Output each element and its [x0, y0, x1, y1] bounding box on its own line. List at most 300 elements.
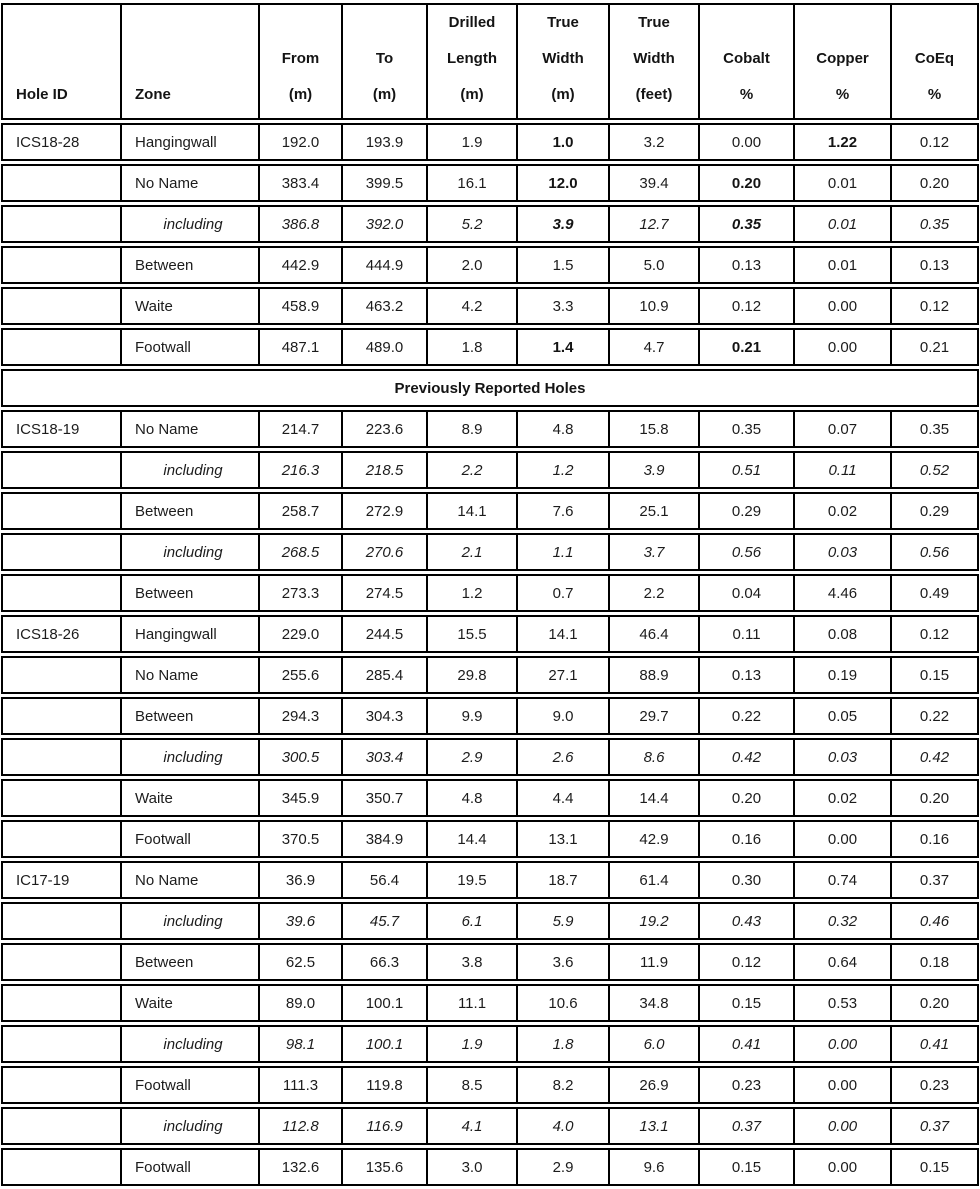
cell-hole-id: [1, 533, 120, 571]
header-line: %: [739, 86, 754, 103]
cell-drilled-length-m: 1.9: [426, 123, 516, 161]
table-row: [1, 533, 979, 571]
cell-hole-id: [1, 984, 120, 1022]
table-row: [1, 984, 979, 1022]
cell-copper-pct: 1.22: [793, 123, 890, 161]
cell-cobalt-pct: 0.37: [698, 1107, 793, 1145]
cell-coeq-pct: 0.46: [890, 902, 979, 940]
cell-cobalt-pct: 0.11: [698, 615, 793, 653]
cell-coeq-pct: 0.41: [890, 1025, 979, 1063]
cell-drilled-length-m: 14.4: [426, 820, 516, 858]
cell-from-m: 192.0: [258, 123, 341, 161]
cell-from-m: 39.6: [258, 902, 341, 940]
cell-cobalt-pct: 0.20: [698, 164, 793, 202]
header-line: To: [375, 50, 394, 67]
cell-zone: including: [120, 205, 258, 243]
cell-cobalt-pct: 0.51: [698, 451, 793, 489]
header-line: %: [835, 86, 850, 103]
cell-from-m: 487.1: [258, 328, 341, 366]
cell-true-width-feet: 42.9: [608, 820, 698, 858]
cell-drilled-length-m: 6.1: [426, 902, 516, 940]
cell-true-width-m: 9.0: [516, 697, 608, 735]
cell-hole-id: [1, 205, 120, 243]
header-line: (feet): [635, 86, 673, 103]
column-header-drilled-length-m: [426, 3, 516, 120]
cell-drilled-length-m: 3.8: [426, 943, 516, 981]
cell-drilled-length-m: 1.2: [426, 574, 516, 612]
cell-true-width-m: 1.5: [516, 246, 608, 284]
table-row: [1, 779, 979, 817]
cell-to-m: 116.9: [341, 1107, 426, 1145]
cell-to-m: 285.4: [341, 656, 426, 694]
cell-copper-pct: 0.74: [793, 861, 890, 899]
cell-true-width-m: 2.9: [516, 1148, 608, 1186]
cell-zone: including: [120, 902, 258, 940]
column-header-coeq-pct: [890, 3, 979, 120]
cell-copper-pct: 0.19: [793, 656, 890, 694]
table-row: [1, 246, 979, 284]
cell-from-m: 268.5: [258, 533, 341, 571]
cell-cobalt-pct: 0.15: [698, 1148, 793, 1186]
cell-hole-id: [1, 1025, 120, 1063]
cell-copper-pct: 0.00: [793, 1025, 890, 1063]
cell-true-width-m: 8.2: [516, 1066, 608, 1104]
cell-to-m: 270.6: [341, 533, 426, 571]
cell-to-m: 244.5: [341, 615, 426, 653]
cell-true-width-m: 1.4: [516, 328, 608, 366]
table-body: [1, 123, 979, 1186]
cell-hole-id: [1, 779, 120, 817]
cell-from-m: 294.3: [258, 697, 341, 735]
cell-to-m: 303.4: [341, 738, 426, 776]
cell-cobalt-pct: 0.13: [698, 246, 793, 284]
cell-true-width-m: 3.6: [516, 943, 608, 981]
cell-coeq-pct: 0.23: [890, 1066, 979, 1104]
cell-true-width-feet: 10.9: [608, 287, 698, 325]
cell-copper-pct: 0.02: [793, 492, 890, 530]
cell-to-m: 463.2: [341, 287, 426, 325]
cell-from-m: 89.0: [258, 984, 341, 1022]
cell-from-m: 258.7: [258, 492, 341, 530]
cell-coeq-pct: 0.37: [890, 861, 979, 899]
cell-to-m: 45.7: [341, 902, 426, 940]
cell-true-width-feet: 2.2: [608, 574, 698, 612]
header-line: Length: [447, 50, 497, 67]
table-row: [1, 164, 979, 202]
cell-drilled-length-m: 11.1: [426, 984, 516, 1022]
cell-true-width-feet: 4.7: [608, 328, 698, 366]
cell-from-m: 216.3: [258, 451, 341, 489]
table-row: [1, 1107, 979, 1145]
cell-to-m: 350.7: [341, 779, 426, 817]
cell-from-m: 214.7: [258, 410, 341, 448]
cell-to-m: 444.9: [341, 246, 426, 284]
cell-cobalt-pct: 0.23: [698, 1066, 793, 1104]
cell-zone: No Name: [120, 656, 258, 694]
cell-from-m: 255.6: [258, 656, 341, 694]
cell-true-width-m: 0.7: [516, 574, 608, 612]
cell-drilled-length-m: 1.9: [426, 1025, 516, 1063]
cell-hole-id: [1, 451, 120, 489]
cell-hole-id: [1, 1107, 120, 1145]
cell-copper-pct: 0.53: [793, 984, 890, 1022]
cell-hole-id: ICS18-19: [1, 410, 120, 448]
cell-copper-pct: 0.00: [793, 1066, 890, 1104]
cell-from-m: 36.9: [258, 861, 341, 899]
table-row: [1, 287, 979, 325]
cell-coeq-pct: 0.20: [890, 779, 979, 817]
cell-hole-id: [1, 738, 120, 776]
cell-to-m: 56.4: [341, 861, 426, 899]
cell-drilled-length-m: 15.5: [426, 615, 516, 653]
cell-to-m: 392.0: [341, 205, 426, 243]
cell-coeq-pct: 0.18: [890, 943, 979, 981]
cell-zone: Between: [120, 574, 258, 612]
table-row: [1, 861, 979, 899]
header-line: Hole ID: [16, 86, 68, 103]
cell-coeq-pct: 0.20: [890, 984, 979, 1022]
cell-true-width-feet: 34.8: [608, 984, 698, 1022]
cell-true-width-feet: 9.6: [608, 1148, 698, 1186]
cell-copper-pct: 0.11: [793, 451, 890, 489]
cell-hole-id: ICS18-26: [1, 615, 120, 653]
header-line: CoEq: [914, 50, 955, 67]
header-line: %: [927, 86, 942, 103]
cell-zone: Between: [120, 492, 258, 530]
cell-hole-id: [1, 164, 120, 202]
cell-zone: Footwall: [120, 328, 258, 366]
cell-true-width-m: 7.6: [516, 492, 608, 530]
header-line: True: [638, 14, 670, 31]
cell-copper-pct: 0.00: [793, 1148, 890, 1186]
cell-coeq-pct: 0.15: [890, 656, 979, 694]
table-row: [1, 492, 979, 530]
cell-zone: Footwall: [120, 1066, 258, 1104]
cell-cobalt-pct: 0.43: [698, 902, 793, 940]
cell-true-width-m: 10.6: [516, 984, 608, 1022]
cell-true-width-feet: 12.7: [608, 205, 698, 243]
cell-true-width-feet: 29.7: [608, 697, 698, 735]
cell-cobalt-pct: 0.30: [698, 861, 793, 899]
cell-zone: Hangingwall: [120, 123, 258, 161]
cell-drilled-length-m: 1.8: [426, 328, 516, 366]
cell-true-width-m: 13.1: [516, 820, 608, 858]
cell-true-width-m: 4.0: [516, 1107, 608, 1145]
cell-to-m: 223.6: [341, 410, 426, 448]
cell-from-m: 300.5: [258, 738, 341, 776]
header-line: (m): [372, 86, 397, 103]
cell-to-m: 384.9: [341, 820, 426, 858]
cell-true-width-feet: 3.2: [608, 123, 698, 161]
column-header-cobalt-pct: [698, 3, 793, 120]
cell-coeq-pct: 0.22: [890, 697, 979, 735]
cell-true-width-feet: 13.1: [608, 1107, 698, 1145]
cell-from-m: 112.8: [258, 1107, 341, 1145]
cell-copper-pct: 0.00: [793, 287, 890, 325]
table-row: [1, 1025, 979, 1063]
column-header-true-width-feet: [608, 3, 698, 120]
cell-hole-id: [1, 1148, 120, 1186]
cell-hole-id: [1, 246, 120, 284]
cell-to-m: 274.5: [341, 574, 426, 612]
cell-to-m: 119.8: [341, 1066, 426, 1104]
cell-cobalt-pct: 0.13: [698, 656, 793, 694]
table-row: [1, 205, 979, 243]
cell-zone: including: [120, 738, 258, 776]
cell-coeq-pct: 0.35: [890, 410, 979, 448]
column-header-zone: [120, 3, 258, 120]
cell-hole-id: [1, 820, 120, 858]
cell-true-width-m: 5.9: [516, 902, 608, 940]
table-row: [1, 738, 979, 776]
cell-cobalt-pct: 0.41: [698, 1025, 793, 1063]
cell-coeq-pct: 0.56: [890, 533, 979, 571]
cell-drilled-length-m: 19.5: [426, 861, 516, 899]
cell-zone: Between: [120, 246, 258, 284]
cell-cobalt-pct: 0.12: [698, 287, 793, 325]
header-line: Drilled: [448, 14, 496, 31]
cell-true-width-feet: 3.7: [608, 533, 698, 571]
cell-true-width-m: 14.1: [516, 615, 608, 653]
cell-true-width-feet: 46.4: [608, 615, 698, 653]
header-row: [1, 3, 979, 120]
cell-cobalt-pct: 0.21: [698, 328, 793, 366]
cell-coeq-pct: 0.13: [890, 246, 979, 284]
column-header-from-m: [258, 3, 341, 120]
cell-true-width-feet: 26.9: [608, 1066, 698, 1104]
cell-true-width-feet: 15.8: [608, 410, 698, 448]
cell-zone: Waite: [120, 984, 258, 1022]
table-row: [1, 902, 979, 940]
table-row: [1, 656, 979, 694]
cell-hole-id: [1, 1066, 120, 1104]
cell-copper-pct: 0.03: [793, 533, 890, 571]
cell-true-width-m: 3.9: [516, 205, 608, 243]
column-header-true-width-m: [516, 3, 608, 120]
cell-zone: No Name: [120, 164, 258, 202]
cell-drilled-length-m: 14.1: [426, 492, 516, 530]
cell-drilled-length-m: 2.1: [426, 533, 516, 571]
cell-hole-id: ICS18-28: [1, 123, 120, 161]
cell-hole-id: [1, 328, 120, 366]
cell-coeq-pct: 0.12: [890, 123, 979, 161]
cell-copper-pct: 0.00: [793, 820, 890, 858]
cell-cobalt-pct: 0.00: [698, 123, 793, 161]
cell-true-width-m: 27.1: [516, 656, 608, 694]
cell-from-m: 132.6: [258, 1148, 341, 1186]
cell-true-width-m: 4.4: [516, 779, 608, 817]
cell-cobalt-pct: 0.56: [698, 533, 793, 571]
cell-from-m: 98.1: [258, 1025, 341, 1063]
cell-drilled-length-m: 16.1: [426, 164, 516, 202]
cell-copper-pct: 0.02: [793, 779, 890, 817]
cell-zone: Between: [120, 697, 258, 735]
cell-drilled-length-m: 4.2: [426, 287, 516, 325]
cell-true-width-feet: 11.9: [608, 943, 698, 981]
cell-zone: Footwall: [120, 1148, 258, 1186]
cell-to-m: 218.5: [341, 451, 426, 489]
cell-to-m: 135.6: [341, 1148, 426, 1186]
cell-coeq-pct: 0.20: [890, 164, 979, 202]
cell-true-width-m: 1.0: [516, 123, 608, 161]
cell-true-width-feet: 14.4: [608, 779, 698, 817]
cell-true-width-feet: 88.9: [608, 656, 698, 694]
column-header-hole-id: [1, 3, 120, 120]
table-row: [1, 123, 979, 161]
table-row: [1, 943, 979, 981]
table-row: [1, 410, 979, 448]
cell-cobalt-pct: 0.12: [698, 943, 793, 981]
cell-true-width-feet: 39.4: [608, 164, 698, 202]
cell-drilled-length-m: 2.2: [426, 451, 516, 489]
section-separator-row: [1, 369, 979, 407]
cell-true-width-feet: 61.4: [608, 861, 698, 899]
table-row: [1, 820, 979, 858]
cell-coeq-pct: 0.37: [890, 1107, 979, 1145]
table-row: [1, 1066, 979, 1104]
table-row: [1, 697, 979, 735]
cell-hole-id: [1, 574, 120, 612]
cell-from-m: 273.3: [258, 574, 341, 612]
cell-zone: including: [120, 1025, 258, 1063]
cell-to-m: 304.3: [341, 697, 426, 735]
cell-from-m: 386.8: [258, 205, 341, 243]
cell-cobalt-pct: 0.22: [698, 697, 793, 735]
cell-zone: No Name: [120, 861, 258, 899]
cell-true-width-feet: 8.6: [608, 738, 698, 776]
cell-drilled-length-m: 4.1: [426, 1107, 516, 1145]
cell-cobalt-pct: 0.15: [698, 984, 793, 1022]
cell-to-m: 100.1: [341, 1025, 426, 1063]
cell-copper-pct: 0.01: [793, 205, 890, 243]
cell-true-width-m: 18.7: [516, 861, 608, 899]
column-header-copper-pct: [793, 3, 890, 120]
cell-true-width-feet: 5.0: [608, 246, 698, 284]
cell-hole-id: [1, 656, 120, 694]
header-line: (m): [288, 86, 313, 103]
cell-drilled-length-m: 9.9: [426, 697, 516, 735]
cell-from-m: 111.3: [258, 1066, 341, 1104]
cell-copper-pct: 0.00: [793, 328, 890, 366]
cell-zone: including: [120, 533, 258, 571]
cell-from-m: 442.9: [258, 246, 341, 284]
cell-coeq-pct: 0.12: [890, 615, 979, 653]
table-row: [1, 451, 979, 489]
header-line: Cobalt: [723, 50, 770, 67]
cell-from-m: 345.9: [258, 779, 341, 817]
cell-hole-id: IC17-19: [1, 861, 120, 899]
header-line: (m): [460, 86, 484, 103]
cell-coeq-pct: 0.21: [890, 328, 979, 366]
cell-to-m: 100.1: [341, 984, 426, 1022]
cell-cobalt-pct: 0.42: [698, 738, 793, 776]
cell-true-width-feet: 6.0: [608, 1025, 698, 1063]
cell-hole-id: [1, 697, 120, 735]
cell-true-width-m: 1.2: [516, 451, 608, 489]
cell-copper-pct: 0.08: [793, 615, 890, 653]
cell-to-m: 489.0: [341, 328, 426, 366]
cell-drilled-length-m: 2.0: [426, 246, 516, 284]
header-line: From: [281, 50, 320, 67]
cell-from-m: 383.4: [258, 164, 341, 202]
cell-true-width-m: 12.0: [516, 164, 608, 202]
cell-to-m: 399.5: [341, 164, 426, 202]
header-line: Width: [542, 50, 584, 67]
cell-drilled-length-m: 29.8: [426, 656, 516, 694]
cell-hole-id: [1, 943, 120, 981]
cell-true-width-feet: 25.1: [608, 492, 698, 530]
header-line: True: [547, 14, 579, 31]
cell-from-m: 370.5: [258, 820, 341, 858]
cell-true-width-feet: 19.2: [608, 902, 698, 940]
cell-cobalt-pct: 0.29: [698, 492, 793, 530]
cell-coeq-pct: 0.29: [890, 492, 979, 530]
cell-copper-pct: 0.32: [793, 902, 890, 940]
cell-drilled-length-m: 8.9: [426, 410, 516, 448]
cell-drilled-length-m: 3.0: [426, 1148, 516, 1186]
cell-coeq-pct: 0.42: [890, 738, 979, 776]
cell-drilled-length-m: 5.2: [426, 205, 516, 243]
cell-true-width-m: 2.6: [516, 738, 608, 776]
cell-copper-pct: 0.07: [793, 410, 890, 448]
cell-cobalt-pct: 0.16: [698, 820, 793, 858]
cell-cobalt-pct: 0.35: [698, 205, 793, 243]
cell-hole-id: [1, 287, 120, 325]
cell-zone: including: [120, 1107, 258, 1145]
cell-copper-pct: 0.03: [793, 738, 890, 776]
cell-drilled-length-m: 8.5: [426, 1066, 516, 1104]
cell-coeq-pct: 0.12: [890, 287, 979, 325]
cell-zone: including: [120, 451, 258, 489]
cell-coeq-pct: 0.49: [890, 574, 979, 612]
cell-hole-id: [1, 902, 120, 940]
cell-true-width-m: 1.8: [516, 1025, 608, 1063]
table-row: [1, 328, 979, 366]
cell-true-width-feet: 3.9: [608, 451, 698, 489]
cell-coeq-pct: 0.15: [890, 1148, 979, 1186]
column-header-to-m: [341, 3, 426, 120]
table-row: [1, 615, 979, 653]
cell-zone: Between: [120, 943, 258, 981]
header-line: Copper: [816, 50, 869, 67]
cell-from-m: 62.5: [258, 943, 341, 981]
cell-zone: Hangingwall: [120, 615, 258, 653]
header-line: (m): [551, 86, 575, 103]
cell-cobalt-pct: 0.20: [698, 779, 793, 817]
cell-zone: No Name: [120, 410, 258, 448]
cell-copper-pct: 0.01: [793, 164, 890, 202]
cell-true-width-m: 4.8: [516, 410, 608, 448]
cell-zone: Footwall: [120, 820, 258, 858]
cell-true-width-m: 3.3: [516, 287, 608, 325]
cell-hole-id: [1, 492, 120, 530]
drill-results-table: [1, 0, 979, 1189]
cell-coeq-pct: 0.16: [890, 820, 979, 858]
table-row: [1, 574, 979, 612]
cell-copper-pct: 4.46: [793, 574, 890, 612]
cell-cobalt-pct: 0.04: [698, 574, 793, 612]
cell-from-m: 229.0: [258, 615, 341, 653]
cell-cobalt-pct: 0.35: [698, 410, 793, 448]
cell-zone: Waite: [120, 779, 258, 817]
header-line: Width: [633, 50, 675, 67]
cell-coeq-pct: 0.52: [890, 451, 979, 489]
cell-drilled-length-m: 4.8: [426, 779, 516, 817]
cell-copper-pct: 0.64: [793, 943, 890, 981]
cell-true-width-m: 1.1: [516, 533, 608, 571]
cell-copper-pct: 0.05: [793, 697, 890, 735]
table-row: [1, 1148, 979, 1186]
